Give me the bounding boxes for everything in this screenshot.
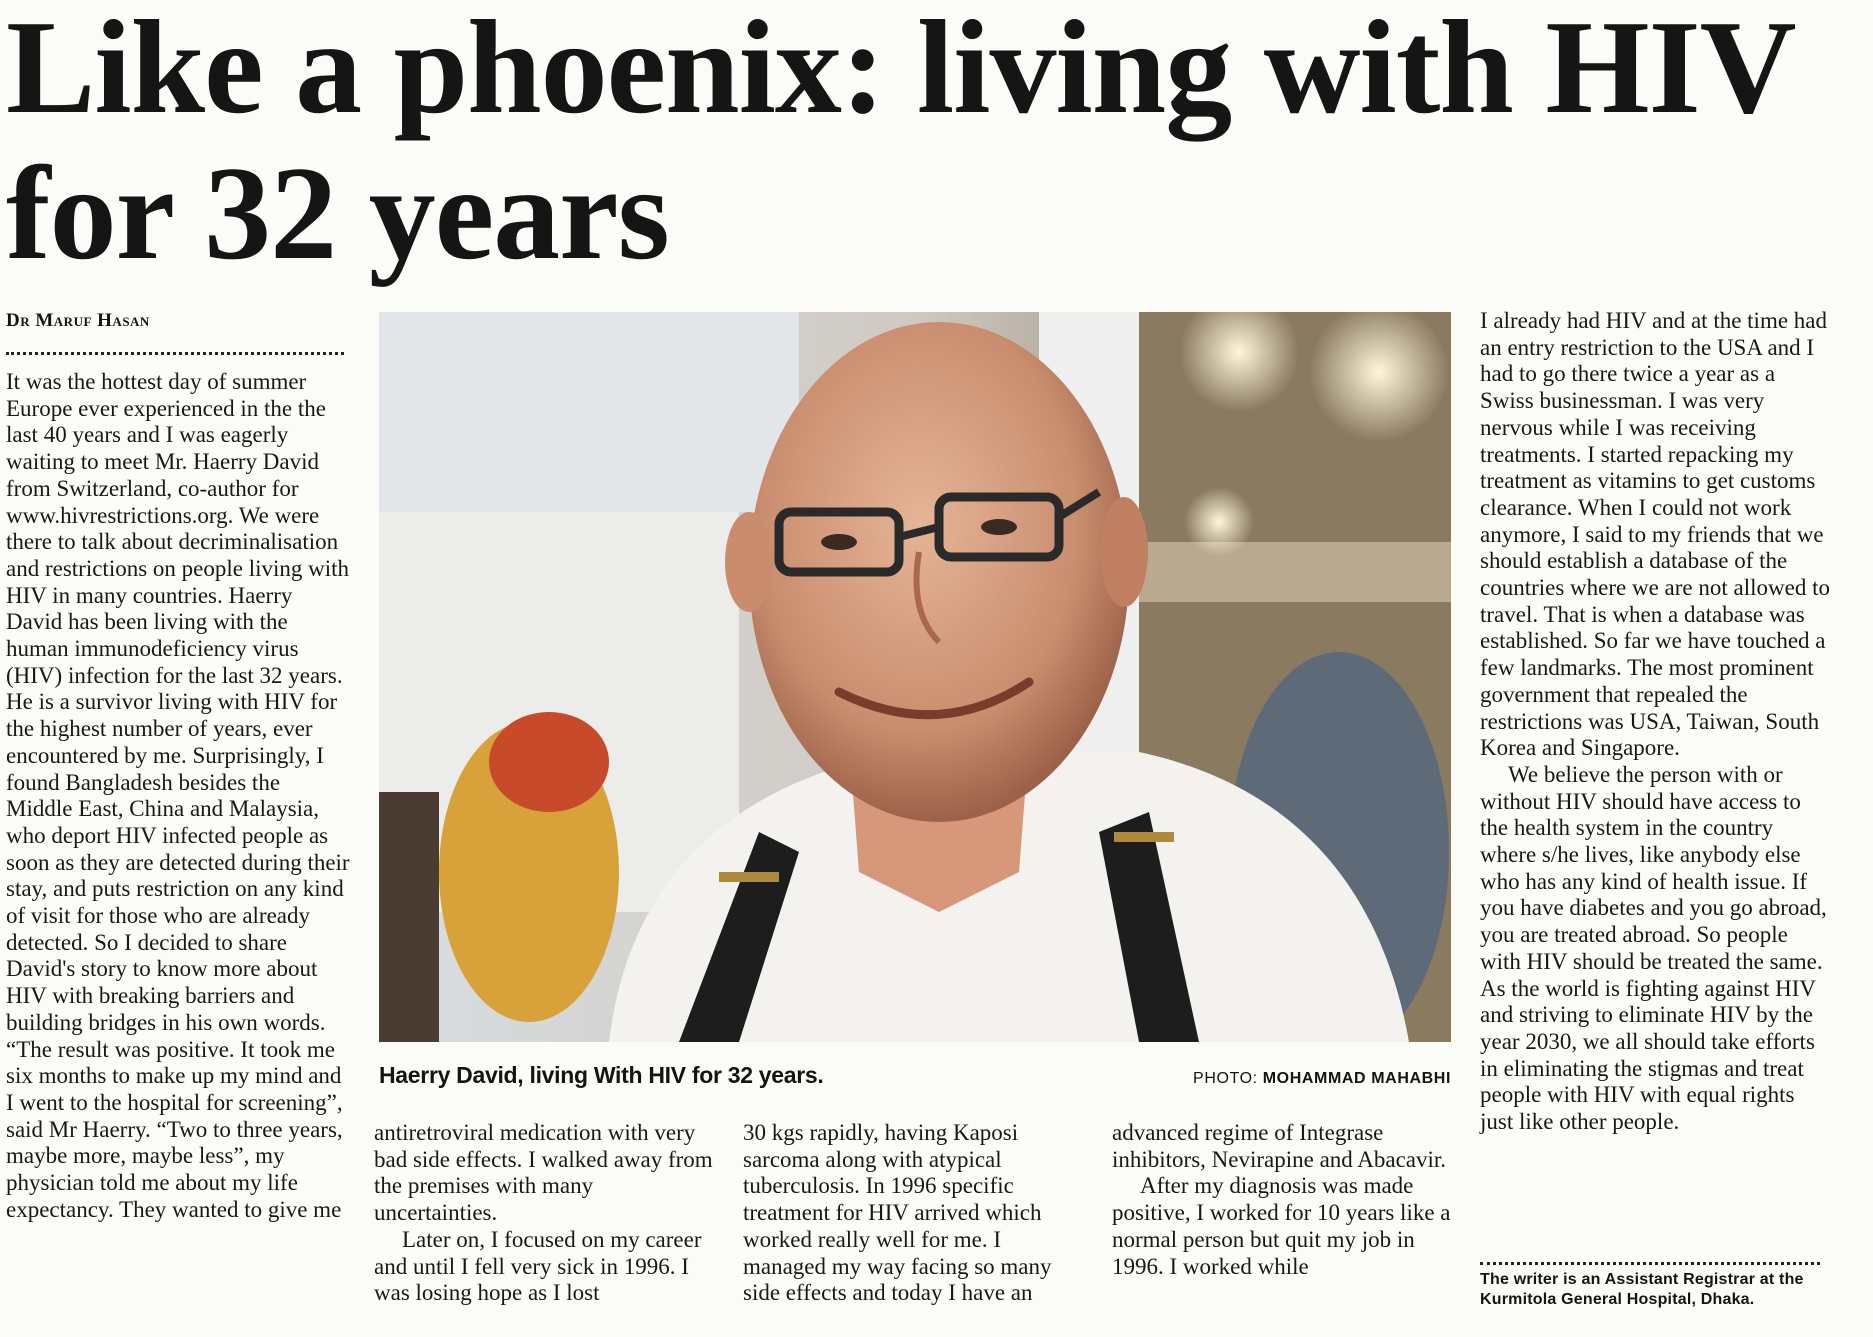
article-column-4 xyxy=(1112,1120,1462,1280)
photo-caption: Haerry David, living With HIV for 32 years. xyxy=(379,1062,824,1088)
photo-credit xyxy=(1193,1070,1451,1088)
paragraph: After my diagnosis was made positive, I worked for 10 years like a normal person but quit my job in 1996. I worked while xyxy=(1112,1173,1451,1279)
article-photo xyxy=(379,312,1451,1042)
article-column-3 xyxy=(743,1120,1083,1307)
paragraph: It was the hottest day of summer Europe ever experienced in the the last 40 years and I was eagerly waiting to meet Mr. Haerry David from Switzerland, co-author for www.hivrestrictions.org. We were there to talk about decriminalisation and restrictions on people living with HIV in many countries. Haerry David has been living with the human immunodeficiency virus (HIV) infection for the last 32 years. He is a survivor living with HIV for the highest number of years, ever encountered by me. Surprisingly, I found Bangladesh besides the Middle East, China and Malaysia, who deport HIV infected people as soon as they are detected during their stay, and puts restriction on any kind of visit for those who are already detected. So I decided to share David's story to know more about HIV with breaking barriers and building bridges in his own words. xyxy=(6,369,350,1035)
writer-note-divider xyxy=(1480,1262,1820,1265)
writer-note: The writer is an Assistant Registrar at the Kurmitola General Hospital, Dhaka. xyxy=(1480,1271,1804,1308)
byline: Dr Maruf Hasan xyxy=(6,310,150,331)
article-column-2 xyxy=(374,1120,714,1307)
paragraph: Later on, I focused on my career and until I fell very sick in 1996. I was losing hope as I lost xyxy=(374,1226,702,1306)
photo-credit-label: PHOTO: xyxy=(1193,1070,1258,1087)
article-column-5 xyxy=(1480,308,1830,1136)
paragraph: “The result was positive. It took me six months to make up my mind and I went to the hospital for screening”, said Mr Haerry. “Two to three years, maybe more, maybe less”, my physician told me about my life expectancy. They wanted to give me xyxy=(6,1036,343,1222)
paragraph: antiretroviral medication with very bad side effects. I walked away from the premises with many uncertainties. xyxy=(374,1120,713,1226)
byline-divider xyxy=(6,352,344,355)
paragraph: We believe the person with or without HIV should have access to the health system in the country where s/he lives, like anybody else who has any kind of health issue. If you have diabetes and you go abroad, you are treated abroad. So people with HIV should be treated the same. As the world is fighting against HIV and striving to eliminate HIV by the year 2030, we all should take efforts in eliminating the stigmas and treat people with HIV with equal rights just like other people. xyxy=(1480,761,1827,1135)
paragraph: 30 kgs rapidly, having Kaposi sarcoma along with atypical tuberculosis. In 1996 specific treatment for HIV arrived which worked really well for me. I managed my way facing so many side effects and today I have an xyxy=(743,1120,1052,1306)
article-column-1 xyxy=(6,369,350,1224)
headline: Like a phoenix: living with HIV for 32 years xyxy=(6,0,1794,287)
paragraph: I already had HIV and at the time had an entry restriction to the USA and I had to go there twice a year as a Swiss businessman. I was very nervous while I was receiving treatments. I started repacking my treatment as vitamins to get customs clearance. When I could not work anymore, I said to my friends that we should establish a database of the countries where we are not allowed to travel. That is when a database was established. So far we have touched a few landmarks. The most prominent government that repealed the restrictions was USA, Taiwan, South Korea and Singapore. xyxy=(1480,308,1830,761)
paragraph: advanced regime of Integrase inhibitors, Nevirapine and Abacavir. xyxy=(1112,1120,1447,1172)
photo-credit-name: MOHAMMAD MAHABHI xyxy=(1262,1070,1451,1087)
